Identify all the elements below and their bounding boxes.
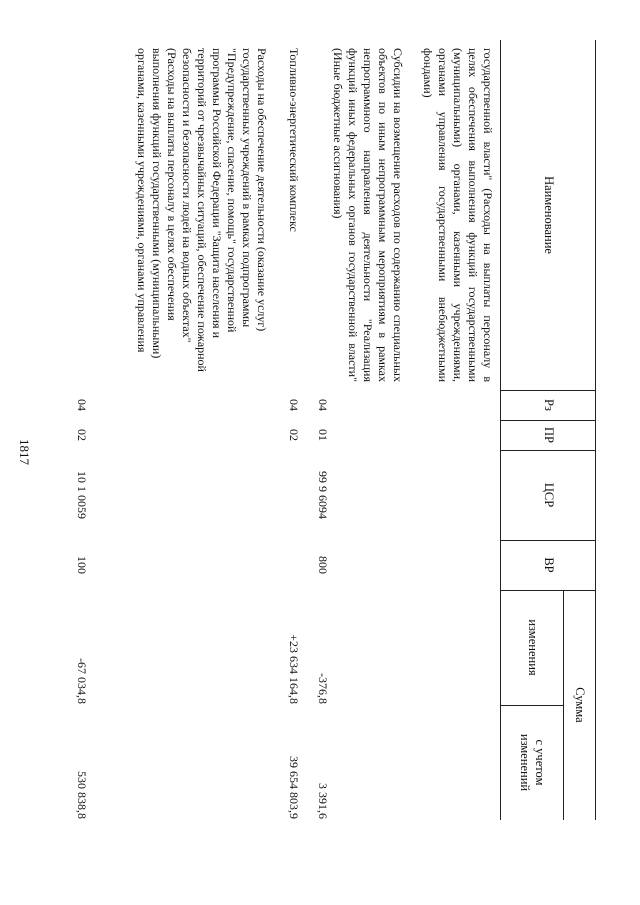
header-vr: ВР	[541, 557, 556, 573]
row-name: Расходы на обеспечение деятельности (оказание услуг) государственных учреждений в рамках подпрограммы "Предупреждение, спасение, помощь" государственной программы Российской Федерации "Защита населения и территорий от чрезвычайных ситуаций, обеспечение пожарной безопасности и безопасности людей на водных объектах" (Расходы на выплаты персоналу в целях обеспечения выполнения функций государственными (муниципальными) органами, казенными учреждениями, органами управления	[135, 48, 269, 372]
row-rz: 04	[287, 399, 301, 411]
header-pr: ПР	[541, 427, 556, 443]
header-csr: ЦСР	[541, 482, 556, 508]
row-name: государственной власти" (Расходы на выплаты персоналу в целях обеспечения выполнения функций государственными (муниципальными) органами, казенными учреждениями, органами управления государственными внебюджетными фондами)	[421, 48, 495, 382]
header-change: изменения	[525, 619, 540, 676]
page-number: 1817	[17, 439, 32, 465]
row-pr: 01	[316, 429, 330, 441]
header-sum: Сумма	[573, 687, 588, 723]
row-with-changes: 3 391,6	[316, 783, 330, 819]
row-vr: 800	[316, 556, 330, 574]
header-with-changes: с учетом изменений	[518, 733, 547, 792]
row-name: Субсидии на возмещение расходов по содержанию специальных объектов по иным непрограммным мероприятиям в рамках непрограммного направления деятельности "Реализация функций иных федеральных органов государственной власти" (Иные бюджетные ассигнования)	[331, 48, 405, 382]
page-number-area	[0, 0, 56, 905]
row-pr: 02	[75, 429, 89, 441]
row-change: +23 634 164,8	[287, 634, 301, 704]
row-with-changes: 39 654 803,9	[287, 756, 301, 819]
budget-table	[56, 40, 596, 820]
row-change: -376,8	[316, 673, 330, 704]
header-name: Наименование	[541, 176, 556, 254]
row-with-changes: 530 838,8	[75, 771, 89, 819]
header-rz: Рз	[541, 399, 556, 411]
row-pr: 02	[287, 429, 301, 441]
row-rz: 04	[316, 399, 330, 411]
rotated-table-wrapper	[56, 40, 596, 820]
row-vr: 100	[75, 556, 89, 574]
row-csr: 10 1 0059	[75, 471, 89, 519]
row-change: -67 034,8	[75, 658, 89, 704]
row-name: Топливно-энергетический комплекс	[287, 48, 301, 232]
row-rz: 04	[75, 399, 89, 411]
row-csr: 99 9 6094	[316, 471, 330, 519]
